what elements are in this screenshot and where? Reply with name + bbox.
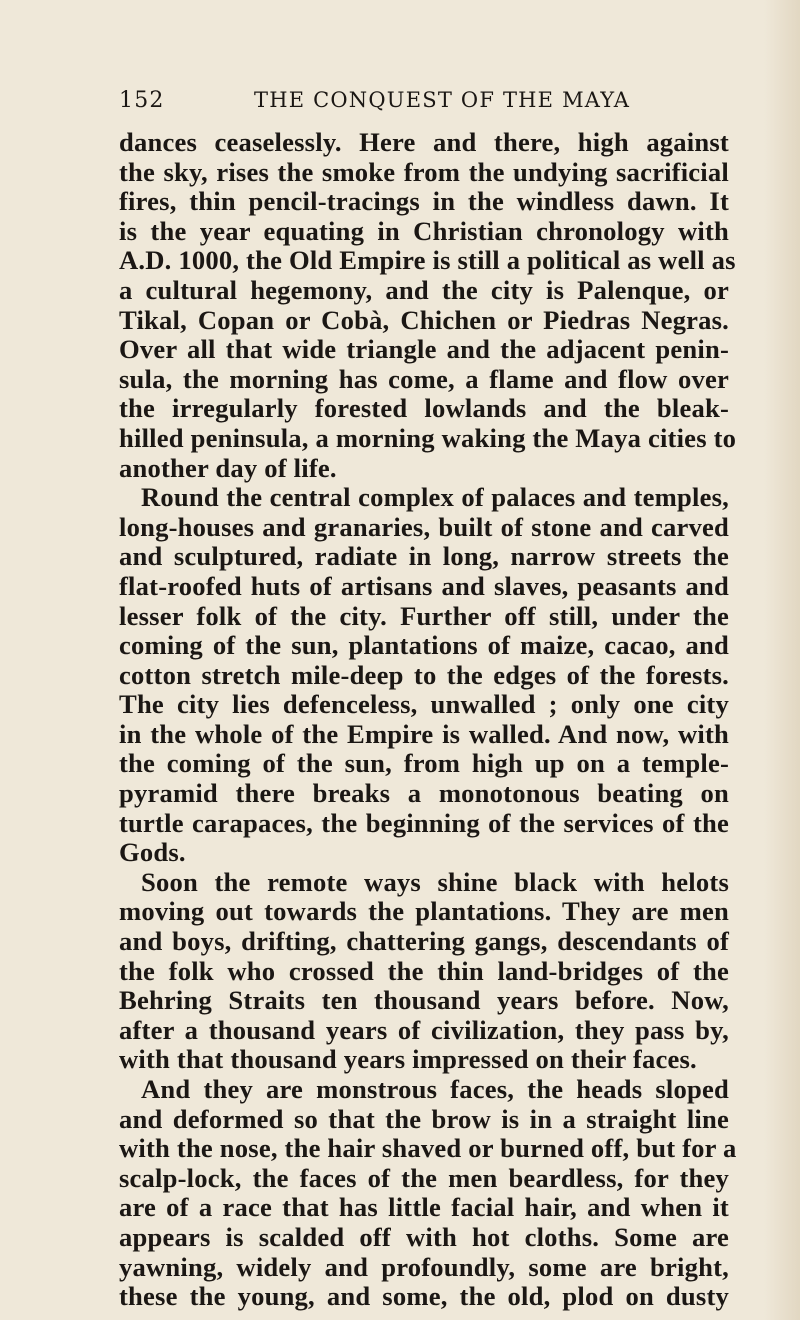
text-line: appears is scalded off with hot cloths. Some are (119, 1221, 729, 1252)
text-line: Tikal, Copan or Cobà, Chichen or Piedras Negras. (119, 304, 729, 335)
text-line: coming of the sun, plantations of maize, cacao, and (119, 630, 729, 661)
text-line: and deformed so that the brow is in a straight line (119, 1103, 729, 1134)
text-line: the folk who crossed the thin land-bridges of the (119, 955, 729, 986)
text-line: lesser folk of the city. Further off still, under the (119, 600, 729, 631)
text-line: A.D. 1000, the Old Empire is still a political as well as (119, 245, 736, 276)
book-page (119, 88, 737, 1312)
body-text (119, 127, 737, 1312)
text-line: dances ceaselessly. Here and there, high against (119, 127, 729, 157)
text-line: pyramid there breaks a monotonous beating on (119, 778, 729, 809)
text-line: hilled peninsula, a morning waking the Maya cities to (119, 422, 737, 453)
text-line: with the nose, the hair shaved or burned off, but for a (119, 1133, 737, 1164)
text-line: and sculptured, radiate in long, narrow streets the (119, 541, 729, 572)
text-line: in the whole of the Empire is walled. And now, with (119, 718, 729, 749)
text-line: yawning, widely and profoundly, some are bright, (119, 1251, 729, 1282)
text-line: moving out towards the plantations. They are men (119, 896, 729, 927)
running-head (119, 88, 729, 128)
text-line: Gods. (119, 837, 186, 868)
running-title: THE CONQUEST OF THE MAYA (254, 88, 631, 112)
text-line: Soon the remote ways shine black with helots (141, 866, 729, 897)
text-line: with that thousand years impressed on their faces. (119, 1044, 697, 1075)
text-line: flat-roofed huts of artisans and slaves, peasants and (119, 570, 729, 601)
text-line: after a thousand years of civilization, they pass by, (119, 1014, 729, 1045)
text-line: Round the central complex of palaces and temples, (141, 482, 729, 513)
text-line: is the year equating in Christian chronology with (119, 215, 729, 246)
text-line: and boys, drifting, chattering gangs, descendants of (119, 926, 729, 957)
page-number: 152 (119, 88, 165, 113)
text-line: scalp-lock, the faces of the men beardless, for they (119, 1162, 729, 1193)
page-edge-shadow (764, 0, 800, 1320)
text-line: are of a race that has little facial hair, and when it (119, 1192, 729, 1223)
text-line: a cultural hegemony, and the city is Palenque, or (119, 274, 729, 305)
text-line: sula, the morning has come, a flame and flow over (119, 363, 729, 394)
text-line: turtle carapaces, the beginning of the services of the (119, 807, 729, 838)
text-line: cotton stretch mile-deep to the edges of the forests. (119, 659, 729, 690)
text-line: the coming of the sun, from high up on a temple- (119, 748, 729, 779)
text-line: these the young, and some, the old, plod on dusty (119, 1281, 729, 1312)
text-line: another day of life. (119, 452, 337, 483)
text-line: And they are monstrous faces, the heads sloped (141, 1074, 729, 1104)
text-line: Behring Straits ten thousand years before. Now, (119, 985, 729, 1016)
text-line: Over all that wide triangle and the adjacent penin- (119, 334, 729, 365)
text-line: the sky, rises the smoke from the undying sacrificial (119, 156, 729, 187)
text-line: long-houses and granaries, built of stone and carved (119, 511, 729, 542)
text-line: fires, thin pencil-tracings in the windless dawn. It (119, 186, 729, 217)
text-line: The city lies defenceless, unwalled ; only one city (119, 689, 729, 720)
text-line: the irregularly forested lowlands and the bleak- (119, 393, 729, 424)
